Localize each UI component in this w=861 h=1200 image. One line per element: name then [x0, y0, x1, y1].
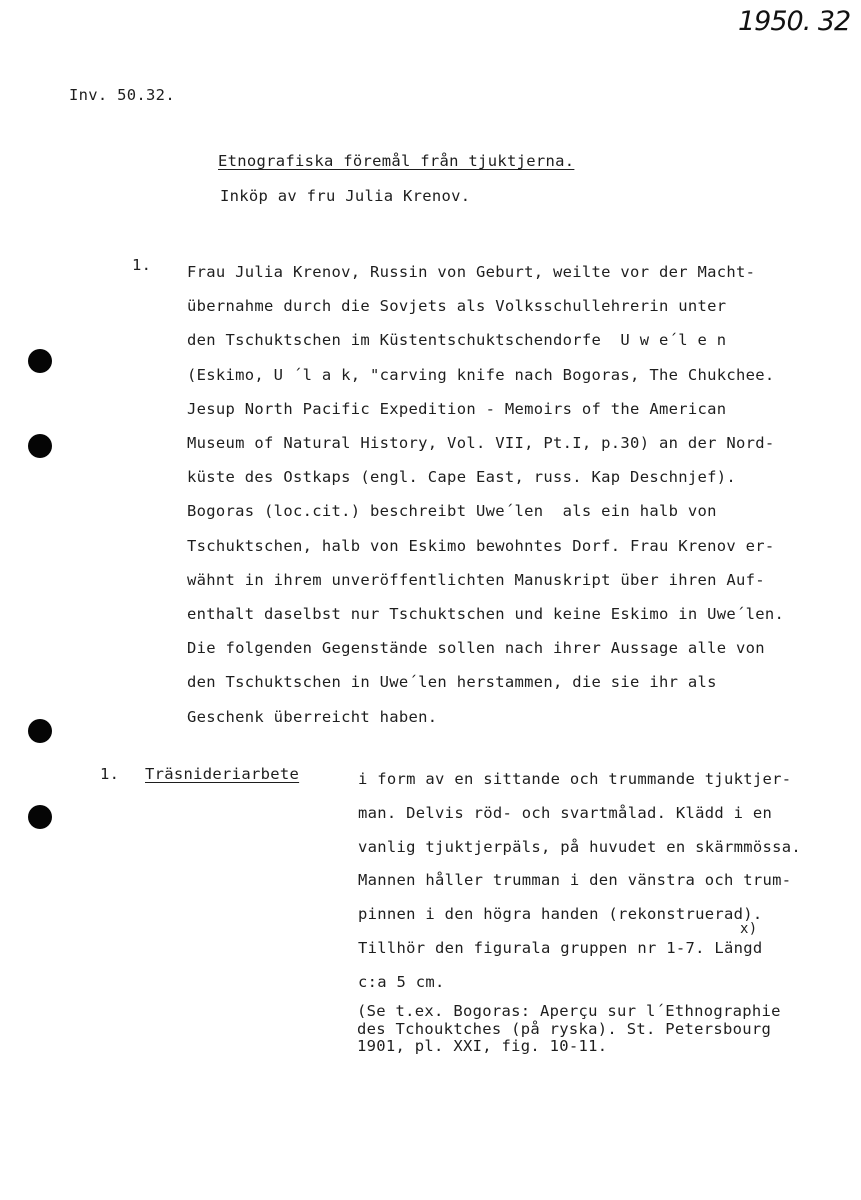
paragraph-line: Frau Julia Krenov, Russin von Geburt, weilte vor der Macht- [187, 263, 756, 281]
reference-line: 1901, pl. XXI, fig. 10-11. [357, 1037, 608, 1055]
paragraph-line: Museum of Natural History, Vol. VII, Pt.I, p.30) an der Nord- [187, 434, 775, 453]
paragraph-line: wähnt in ihrem unveröffentlichten Manuskript über ihren Auf- [187, 570, 765, 589]
item-reference [357, 1003, 781, 1056]
item-description [358, 763, 853, 1000]
paragraph-line: Tschuktschen, halb von Eskimo bewohntes Dorf. Frau Krenov er- [187, 536, 775, 555]
punch-hole [28, 349, 52, 373]
description-line: pinnen i den högra handen (rekonstruerad). [358, 905, 763, 924]
paragraph-line: Die folgenden Gegenstände sollen nach ihrer Aussage alle von [187, 639, 765, 658]
description-line: vanlig tjuktjerpäls, på huvudet en skärmmössa. [358, 837, 802, 856]
paragraph-line: übernahme durch die Sovjets als Volksschullehrerin unter [187, 297, 727, 316]
inventory-label: Inv. 50.32. [69, 86, 175, 104]
punch-hole [28, 434, 52, 458]
punch-hole [28, 719, 52, 743]
paragraph-line: küste des Ostkaps (engl. Cape East, russ. Kap Deschnjef). [187, 468, 737, 487]
punch-hole [28, 805, 52, 829]
document-title: Etnografiska föremål från tjuktjerna. [218, 152, 575, 170]
reference-line: (Se t.ex. Bogoras: Aperçu sur l´Ethnographie [357, 1002, 781, 1020]
paragraph-line: den Tschuktschen im Küstentschuktschendorfe U w e´l e n [187, 331, 727, 350]
handwritten-inventory-number: 1950. 32 [738, 6, 851, 37]
description-line: Tillhör den figurala gruppen nr 1-7. Längd [358, 938, 763, 957]
paragraph-line: den Tschuktschen in Uwe´len herstammen, die sie ihr als [187, 673, 717, 692]
description-line: Mannen håller trumman i den vänstra och trum- [358, 871, 792, 890]
item-number: 1. [100, 765, 120, 783]
description-line: i form av en sittande och trummande tjuktjer- [358, 770, 792, 788]
paragraph-line: (Eskimo, U ´l a k, "carving knife nach Bogoras, The Chukchee. [187, 365, 775, 384]
footnote-mark: x) [740, 921, 758, 937]
section-paragraph [187, 255, 847, 734]
description-line: man. Delvis röd- och svartmålad. Klädd i en [358, 803, 773, 822]
section-number: 1. [132, 256, 152, 274]
paragraph-line: Jesup North Pacific Expedition - Memoirs of the American [187, 399, 727, 418]
paragraph-line: enthalt daselbst nur Tschuktschen und keine Eskimo in Uwe´len. [187, 605, 785, 624]
reference-line: des Tchouktches (på ryska). St. Petersbourg [357, 1019, 772, 1038]
item-label: Träsnideriarbete [145, 765, 300, 783]
document-subtitle: Inköp av fru Julia Krenov. [220, 187, 471, 205]
paragraph-line: Bogoras (loc.cit.) beschreibt Uwe´len als ein halb von [187, 502, 717, 521]
description-line: c:a 5 cm. [358, 972, 445, 991]
paragraph-line: Geschenk überreicht haben. [187, 707, 438, 726]
